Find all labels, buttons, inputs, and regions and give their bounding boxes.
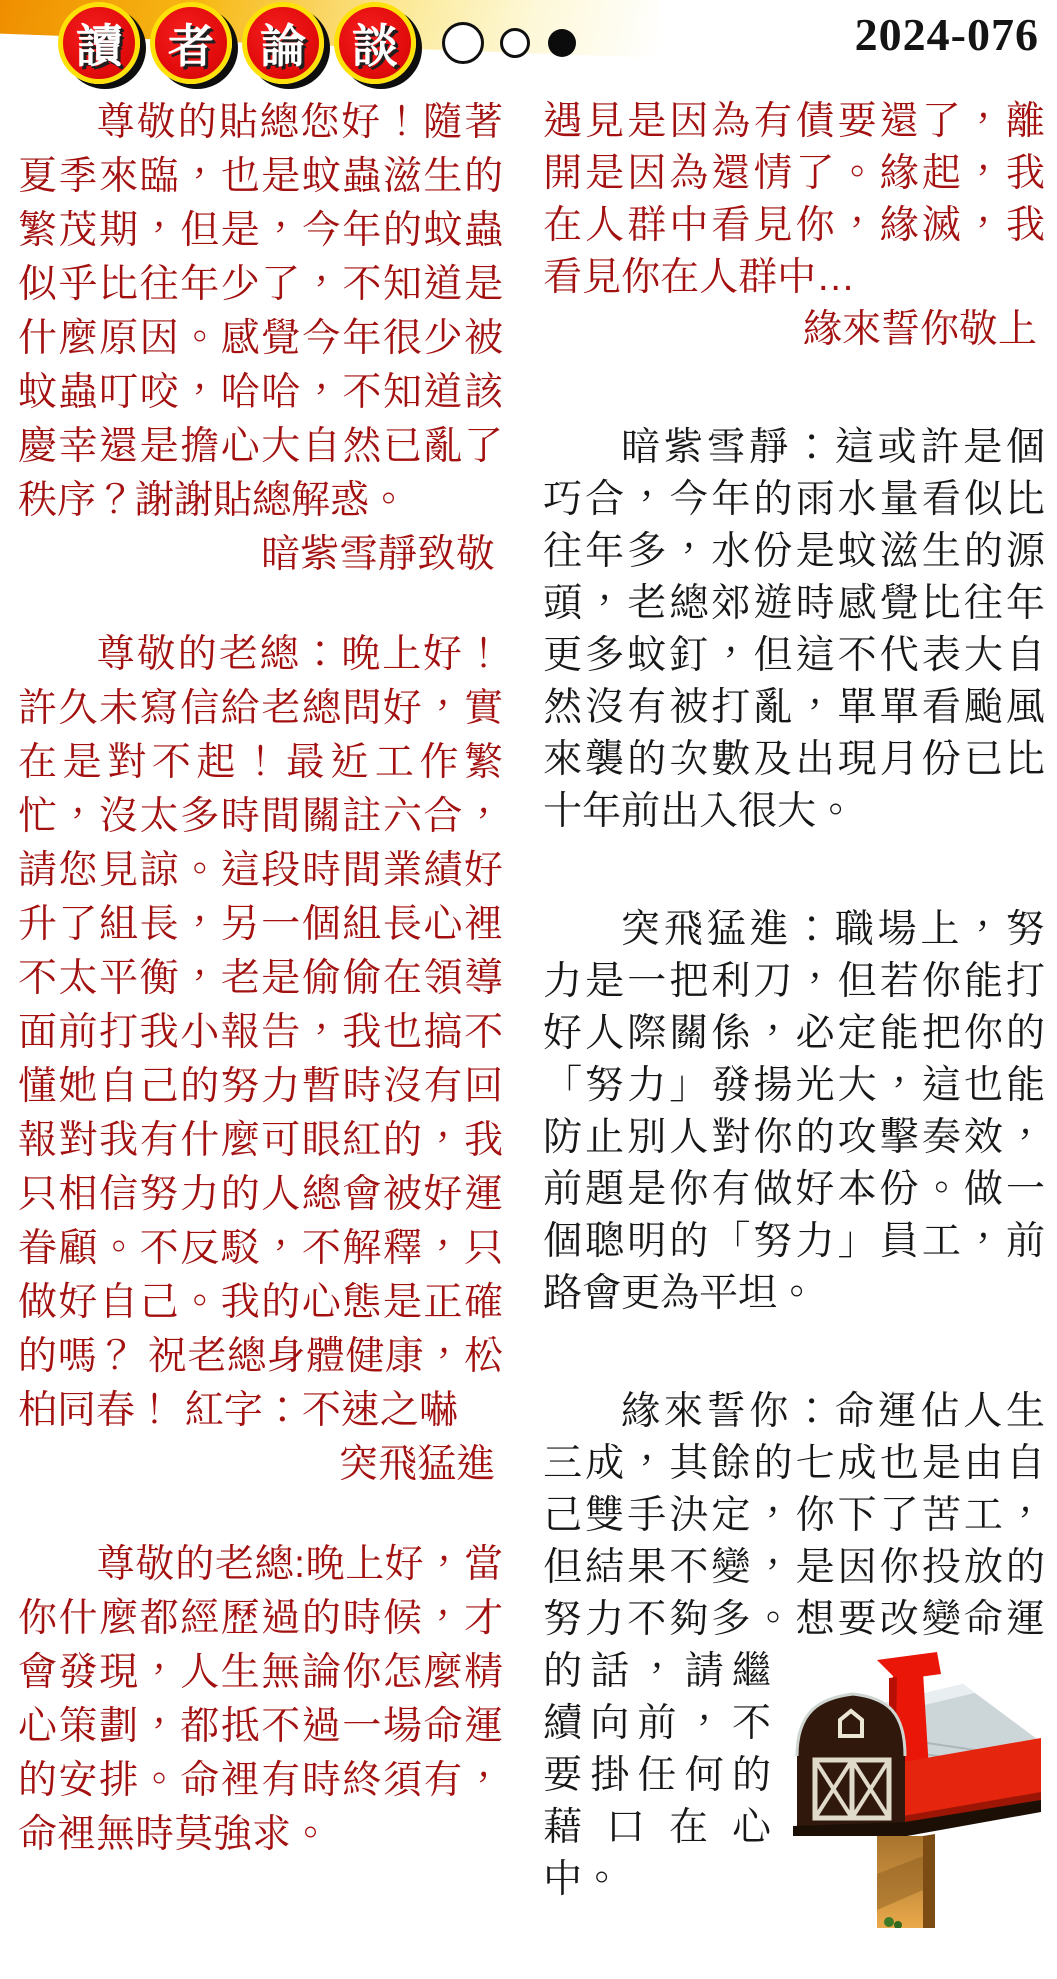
decorative-circle-icon [500, 28, 530, 58]
reader-letter-2-signature: 突飛猛進 [339, 1443, 496, 1486]
left-column [18, 96, 503, 1928]
right-column [543, 96, 1045, 1928]
content-columns [0, 94, 1057, 1928]
reader-letter-1-signature: 暗紫雪靜致敬 [261, 533, 496, 576]
editor-reply-3-text-after: 改變命運的話，請繼續向前，不要掛任何的藉口在心中。 [543, 1598, 1045, 1901]
reader-letter-3-continued: 遇見是因為有債要還了，離開是因為還情了。緣起，我在人群中看見你，緣滅，我看見你在人群中… [543, 100, 1045, 299]
editor-reply-3-text-before: 緣來誓你：命運佔人生三成，其餘的七成也是由自己雙手決定，你下了苦工，但結果不變，是因你投放的努力不夠多。想要 [543, 1390, 1045, 1641]
logo-char-circle: 談 [334, 2, 416, 84]
column-logo [58, 3, 576, 83]
logo-char-circle: 讀 [58, 2, 140, 84]
reader-letter-1: 尊敬的貼總您好！隨著夏季來臨，也是蚊蟲滋生的繁茂期，但是，今年的蚊蟲似乎比往年少了，不知道是什麼原因。感覺今年很少被蚊蟲叮咬，哈哈，不知道該慶幸還是擔心大自然已亂了秩序？謝謝貼總解惑。 [18, 101, 504, 522]
mailbox-image [777, 1650, 1045, 1928]
issue-number: 2024-076 [854, 9, 1039, 60]
editor-reply-3 [543, 1386, 1045, 1906]
reader-letter-3: 尊敬的老總:晚上好，當你什麼都經歷過的時候，才會發現，人生無論你怎麼精心策劃，都抵不過一場命運的安排。命裡有時終須有，命裡無時莫強求。 [18, 1543, 504, 1856]
editor-reply-1: 暗紫雪靜：這或許是個巧合，今年的雨水量看似比往年多，水份是蚊滋生的源頭，老總郊遊時感覺比往年更多蚊釘，但這不代表大自然沒有被打亂，單單看颱風來襲的次數及出現月份已比十年前出入很大。 [543, 426, 1045, 833]
reader-letter-3-signature: 緣來誓你敬上 [802, 308, 1037, 351]
logo-char-circle: 者 [150, 2, 232, 84]
logo-char-circle: 論 [242, 2, 324, 84]
editor-reply-2: 突飛猛進：職場上，努力是一把利刀，但若你能打好人際關係，必定能把你的「努力」發揚光大，這也能防止別人對你的攻擊奏效，前題是你有做好本份。做一個聰明的「努力」員工，前路會更為平坦。 [543, 908, 1045, 1315]
masthead [0, 0, 1057, 94]
decorative-dot-icon [548, 29, 576, 57]
decorative-circle-icon [442, 22, 484, 64]
reader-letter-2: 尊敬的老總：晚上好！許久未寫信給老總問好，實在是對不起！最近工作繁忙，沒太多時間關註六合，請您見諒。這段時間業績好升了組長，另一個組長心裡不太平衡，老是偷偷在領導面前打我小報告，我也搞不懂她自己的努力暫時沒有回報對我有什麼可眼紅的，我只相信努力的人總會被好運眷顧。不反駁，不解釋，只做好自己。我的心態是正確的嗎？ 祝老總身體健康，松柏同春！ 紅字：不速之嚇 [18, 633, 504, 1432]
